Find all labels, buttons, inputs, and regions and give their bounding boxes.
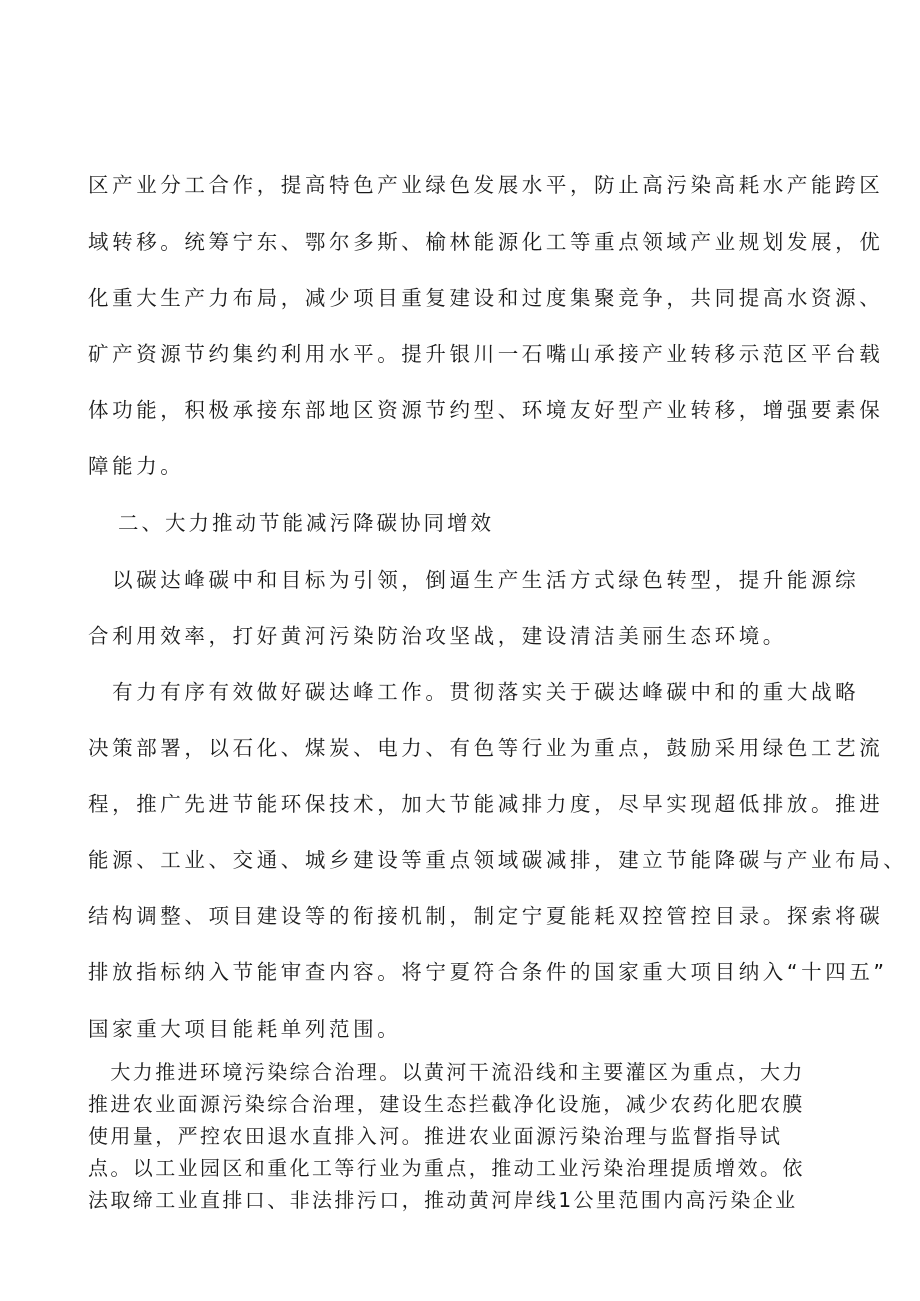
paragraph-line: 排放指标纳入节能审查内容。将宁夏符合条件的国家重大项目纳入“十四五” [88,960,888,984]
paragraph-line: 域转移。统筹宁东、鄂尔多斯、榆林能源化工等重点领域产业规划发展，优 [88,230,884,254]
section-heading: 二、大力推动节能减污降碳协同增效 [118,511,494,535]
paragraph-line: 化重大生产力布局，减少项目重复建设和过度集聚竞争，共同提高水资源、 [88,286,884,310]
paragraph-line: 结构调整、项目建设等的衔接机制，制定宁夏能耗双控管控目录。探索将碳 [88,904,884,928]
paragraph-line: 以碳达峰碳中和目标为引领，倒逼生产生活方式绿色转型，提升能源综 [88,568,860,592]
paragraph-line: 国家重大项目能耗单列范围。 [88,1017,402,1041]
paragraph-line: 推进农业面源污染综合治理，建设生态拦截净化设施，减少农药化肥农膜 [88,1092,805,1116]
paragraph-line: 体功能，积极承接东部地区资源节约型、环境友好型产业转移，增强要素保 [88,398,884,422]
paragraph-line: 障能力。 [88,454,185,478]
paragraph-line: 能源、工业、交通、城乡建设等重点领域碳减排，建立节能降碳与产业布局、 [88,848,908,872]
paragraph-line: 大力推进环境污染综合治理。以黄河干流沿线和主要灌区为重点，大力 [88,1060,805,1084]
paragraph-line: 区产业分工合作，提高特色产业绿色发展水平，防止高污染高耗水产能跨区 [88,173,884,197]
paragraph-line: 矿产资源节约集约利用水平。提升银川一石嘴山承接产业转移示范区平台载 [88,342,884,366]
paragraph-line: 程，推广先进节能环保技术，加大节能减排力度，尽早实现超低排放。推进 [88,792,884,816]
paragraph-line: 使用量，严控农田退水直排入河。推进农业面源污染治理与监督指导试 [88,1124,783,1148]
paragraph-line: 有力有序有效做好碳达峰工作。贯彻落实关于碳达峰碳中和的重大战略 [88,680,860,704]
paragraph-line: 决策部署，以石化、煤炭、电力、有色等行业为重点，鼓励采用绿色工艺流 [88,736,884,760]
paragraph-line: 合利用效率，打好黄河污染防治攻坚战，建设清洁美丽生态环境。 [88,624,787,648]
paragraph-line: 法取缔工业直排口、非法排污口，推动黄河岸线1公里范围内高污染企业 [88,1188,798,1212]
paragraph-line: 点。以工业园区和重化工等行业为重点，推动工业污染治理提质增效。依 [88,1156,805,1180]
